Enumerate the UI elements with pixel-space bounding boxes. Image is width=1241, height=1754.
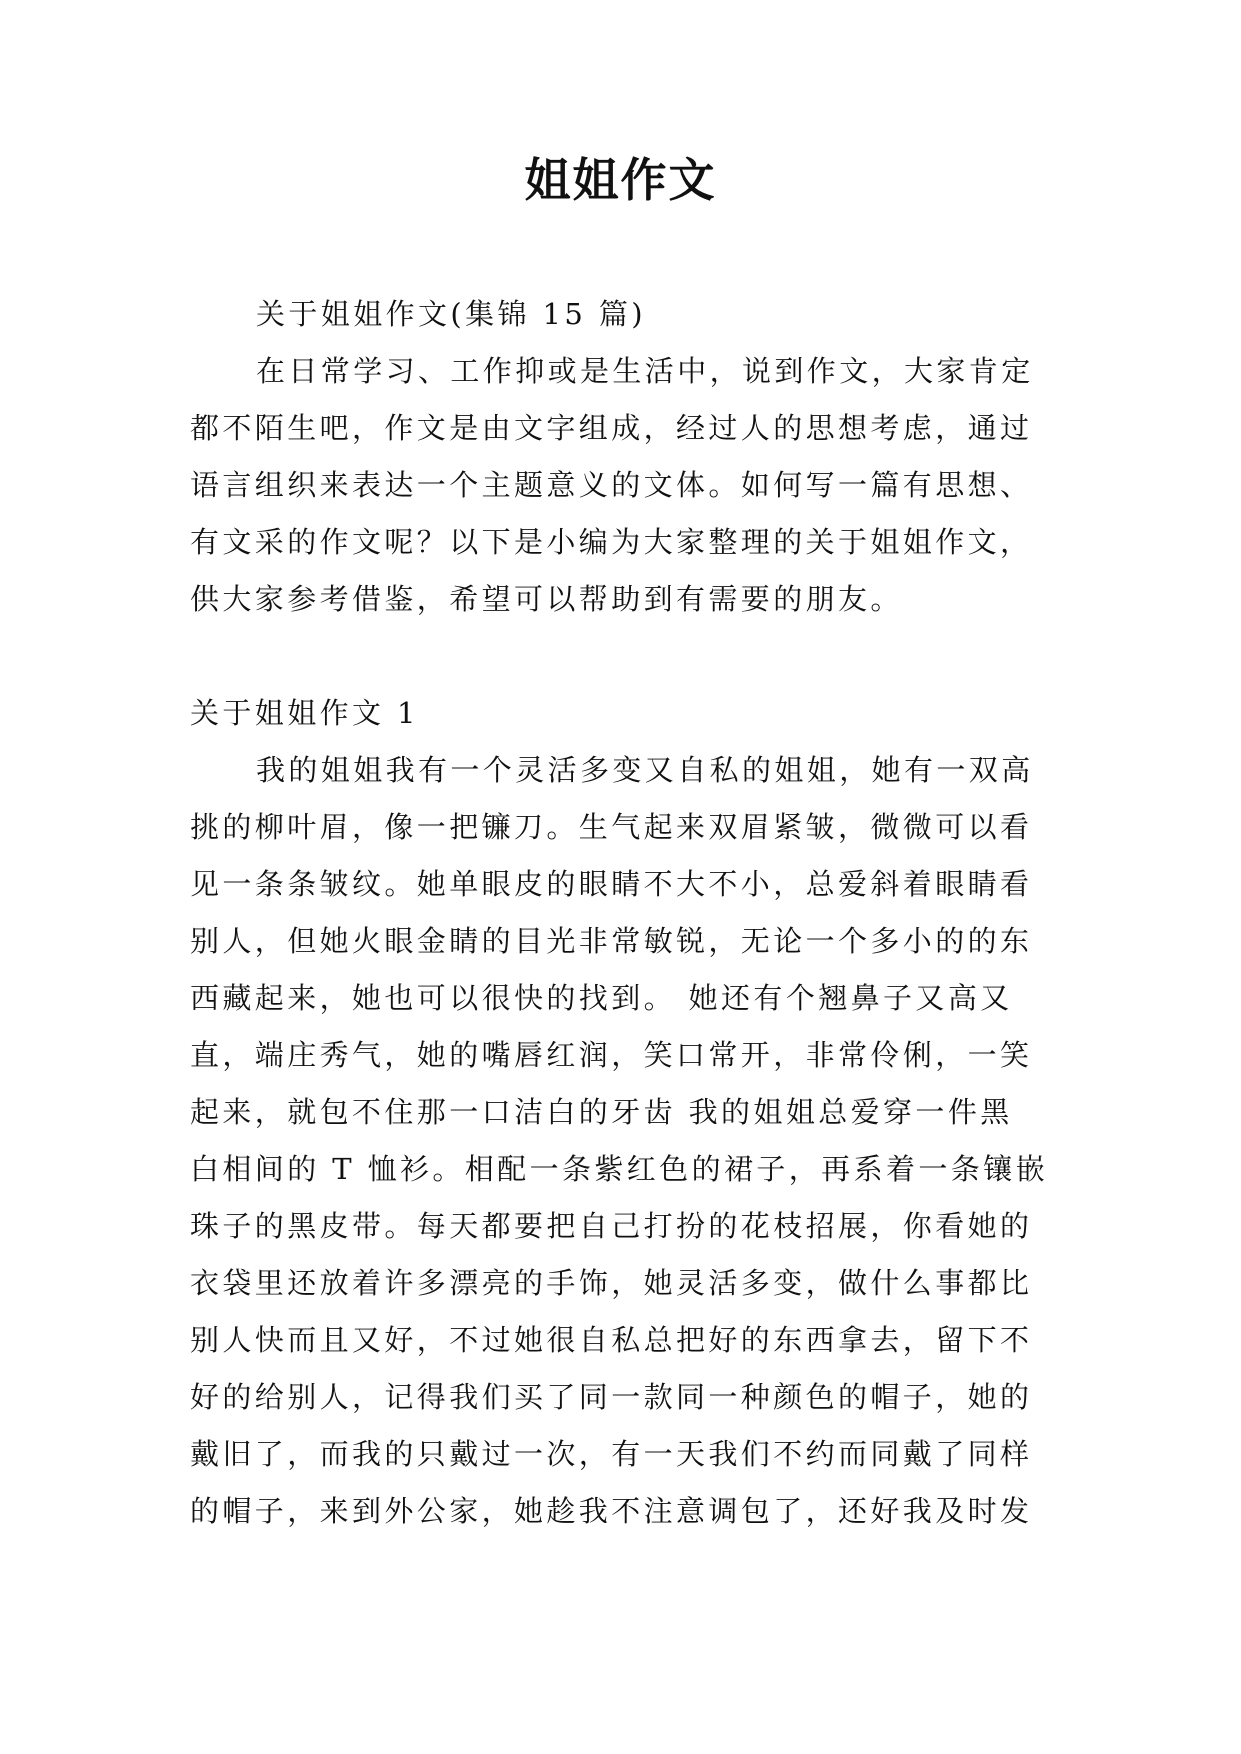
intro-line: 语言组织来表达一个主题意义的文体。如何写一篇有思想、 bbox=[190, 468, 1033, 502]
document-subtitle: 关于姐姐作文(集锦 15 篇) bbox=[256, 297, 646, 331]
paragraph-gap bbox=[190, 628, 1060, 685]
section-line: 别人快而且又好，不过她很自私总把好的东西拿去，留下不 bbox=[190, 1323, 1033, 1357]
intro-line: 有文采的作文呢？以下是小编为大家整理的关于姐姐作文， bbox=[190, 525, 1033, 559]
document-body bbox=[190, 286, 1060, 1540]
section-line: 别人，但她火眼金睛的目光非常敏锐，无论一个多小的的东 bbox=[190, 924, 1033, 958]
section-line: 见一条条皱纹。她单眼皮的眼睛不大不小，总爱斜着眼睛看 bbox=[190, 867, 1033, 901]
section-heading: 关于姐姐作文 1 bbox=[190, 696, 419, 730]
intro-line: 在日常学习、工作抑或是生活中，说到作文，大家肯定 bbox=[256, 354, 1034, 388]
section-line: 珠子的黑皮带。每天都要把自己打扮的花枝招展，你看她的 bbox=[190, 1209, 1033, 1243]
document-title: 姐姐作文 bbox=[524, 153, 717, 207]
intro-line: 都不陌生吧，作文是由文字组成，经过人的思想考虑，通过 bbox=[190, 411, 1033, 445]
section-line: 我的姐姐我有一个灵活多变又自私的姐姐，她有一双高 bbox=[256, 753, 1034, 787]
section-line: 好的给别人，记得我们买了同一款同一种颜色的帽子，她的 bbox=[190, 1380, 1033, 1414]
section-line: 西藏起来，她也可以很快的找到。 她还有个翘鼻子又高又 bbox=[190, 981, 1013, 1015]
section-line: 戴旧了，而我的只戴过一次，有一天我们不约而同戴了同样 bbox=[190, 1437, 1033, 1471]
section-line: 直，端庄秀气，她的嘴唇红润，笑口常开，非常伶俐，一笑 bbox=[190, 1038, 1033, 1072]
section-line: 衣袋里还放着许多漂亮的手饰，她灵活多变，做什么事都比 bbox=[190, 1266, 1033, 1300]
section-line: 起来，就包不住那一口洁白的牙齿 我的姐姐总爱穿一件黑 bbox=[190, 1095, 1013, 1129]
section-line: 的帽子，来到外公家，她趁我不注意调包了，还好我及时发 bbox=[190, 1494, 1033, 1528]
intro-line: 供大家参考借鉴，希望可以帮助到有需要的朋友。 bbox=[190, 582, 903, 616]
section-line: 挑的柳叶眉，像一把镰刀。生气起来双眉紧皱，微微可以看 bbox=[190, 810, 1033, 844]
section-line: 白相间的 T 恤衫。相配一条紫红色的裙子，再系着一条镶嵌 bbox=[190, 1152, 1048, 1186]
